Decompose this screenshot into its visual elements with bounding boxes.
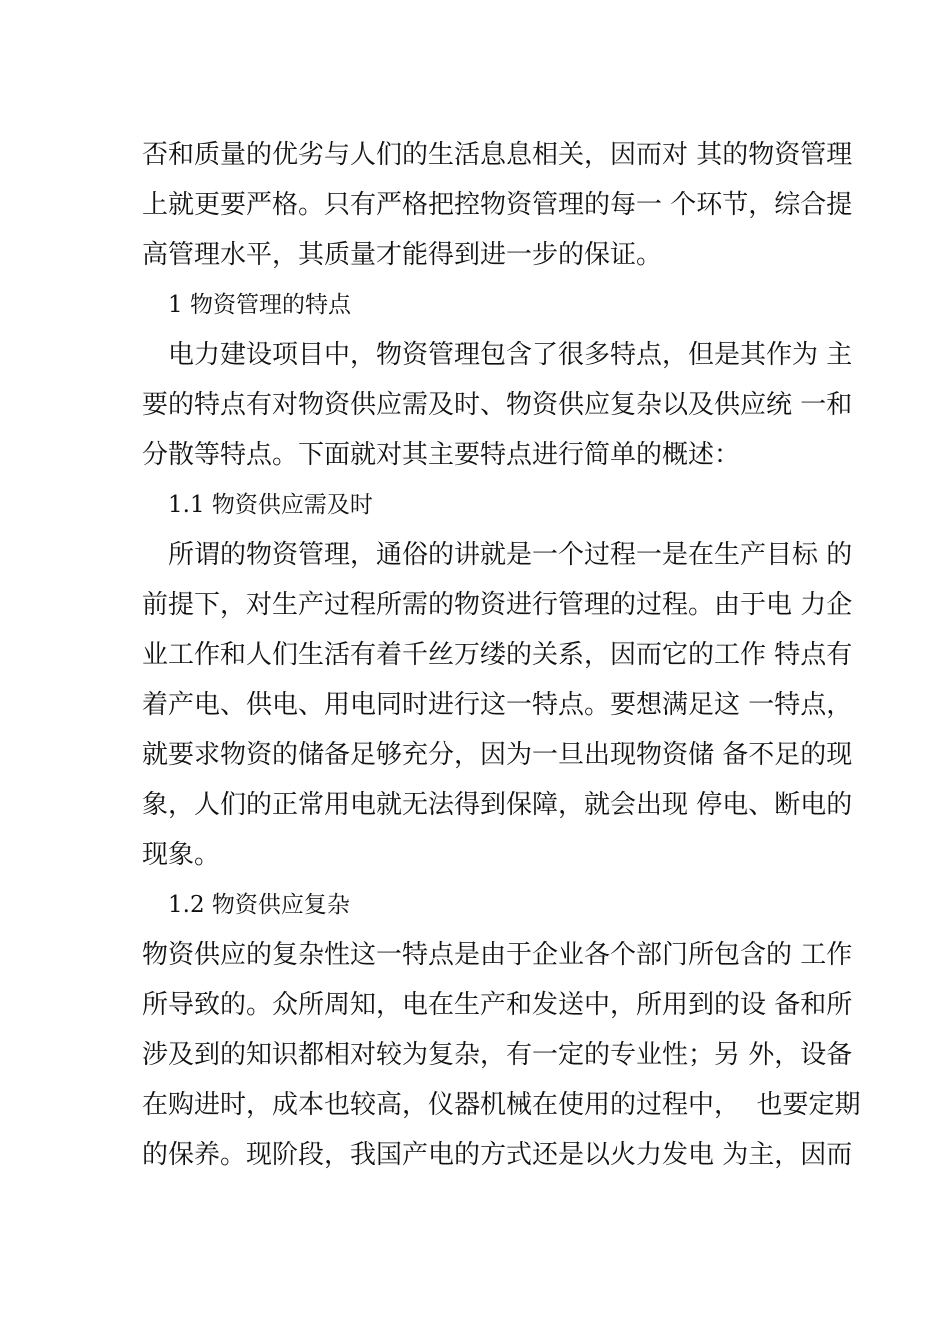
text-line: 业工作和人们生活有着千丝万缕的关系，因而它的工作 特点有	[142, 640, 853, 670]
text-line: 上就更要严格。只有严格把控物资管理的每一 个环节，综合提	[142, 190, 853, 220]
text-line: 涉及到的知识都相对较为复杂，有一定的专业性；另 外，设备	[142, 1040, 853, 1070]
paragraph	[142, 530, 853, 880]
text-line: 着产电、供电、用电同时进行这一特点。要想满足这 一特点，	[142, 690, 853, 720]
text-line: 就要求物资的储备足够充分，因为一旦出现物资储 备不足的现	[142, 740, 853, 770]
text-line: 前提下，对生产过程所需的物资进行管理的过程。由于电 力企	[142, 590, 853, 620]
text-line: 所导致的。众所周知，电在生产和发送中，所用到的设 备和所	[142, 990, 853, 1020]
text-line: 要的特点有对物资供应需及时、物资供应复杂以及供应统 一和	[142, 390, 853, 420]
text-line: 象，人们的正常用电就无法得到保障，就会出现 停电、断电的	[142, 790, 853, 820]
text-line: 所谓的物资管理，通俗的讲就是一个过程一是在生产目标 的	[168, 540, 853, 570]
text-line: 高管理水平，其质量才能得到进一步的保证。	[142, 240, 663, 270]
paragraph	[142, 330, 853, 480]
heading-text: 1 物资管理的特点	[168, 292, 351, 318]
heading-text: 1.1 物资供应需及时	[168, 492, 373, 518]
text-line: 电力建设项目中，物资管理包含了很多特点，但是其作为 主	[168, 340, 853, 370]
text-line: 在购进时，成本也较高，仪器机械在使用的过程中， 也要定期	[142, 1090, 861, 1120]
paragraph	[142, 130, 853, 280]
section-heading	[142, 480, 832, 530]
text-line: 的保养。现阶段，我国产电的方式还是以火力发电 为主，因而	[142, 1140, 853, 1170]
text-line: 现象。	[142, 840, 221, 870]
section-heading	[142, 880, 832, 930]
text-line: 否和质量的优劣与人们的生活息息相关，因而对 其的物资管理	[142, 140, 853, 170]
text-line: 分散等特点。下面就对其主要特点进行简单的概述：	[142, 440, 741, 470]
heading-text: 1.2 物资供应复杂	[168, 892, 350, 918]
paragraph	[142, 930, 861, 1180]
text-line: 物资供应的复杂性这一特点是由于企业各个部门所包含的 工作	[142, 940, 853, 970]
section-heading	[142, 280, 832, 330]
document-body	[142, 130, 861, 1180]
